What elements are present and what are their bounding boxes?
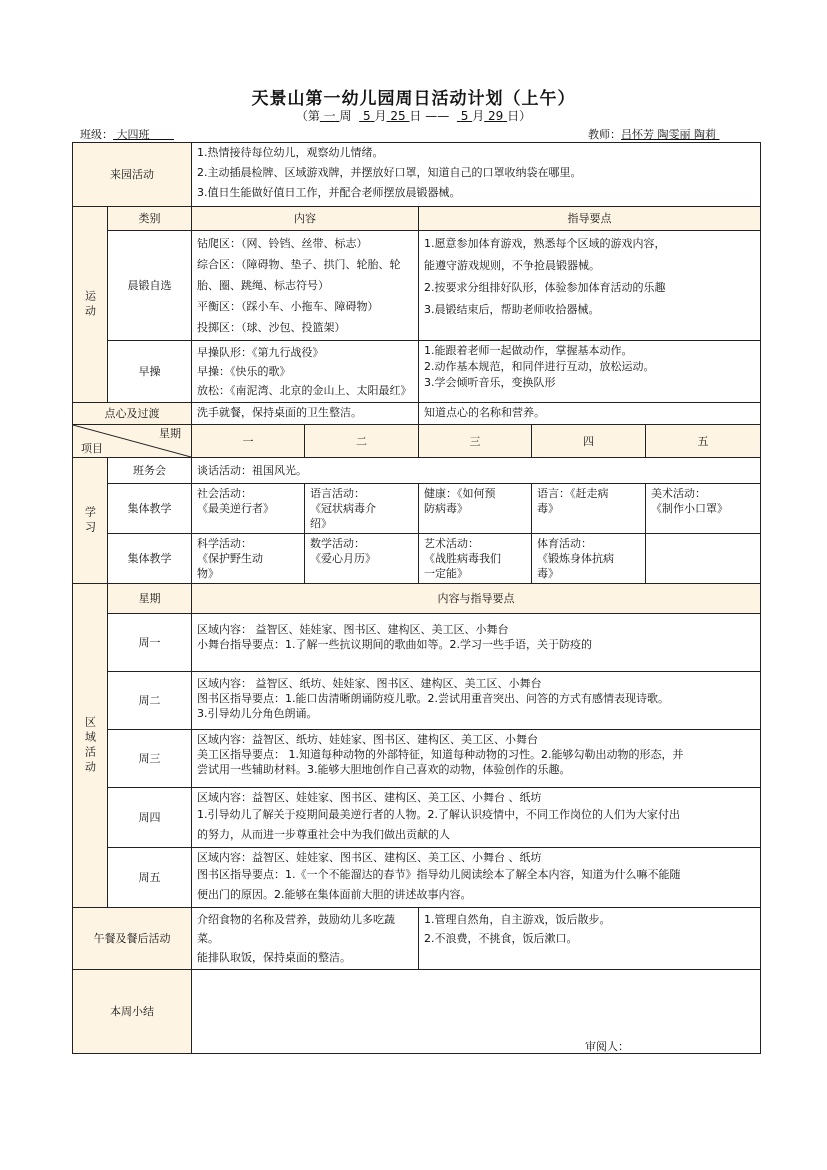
plan-table — [72, 142, 761, 1054]
area-label: 区域活动 — [73, 584, 108, 908]
area-day-fri: 周五 — [108, 848, 192, 908]
sport-header-row — [73, 207, 761, 231]
col-category: 类别 — [108, 207, 192, 231]
weekday-header-row — [73, 425, 761, 458]
snack-guide: 知道点心的名称和营养。 — [419, 403, 761, 425]
group-teaching-label: 集体教学 — [108, 484, 192, 534]
lunch-row — [73, 908, 761, 970]
lunch-guide: 1.管理自然角，自主游戏，饭后散步。 2.不浪费，不挑食，饭后漱口。 — [419, 908, 761, 970]
lesson-thu-2: 体育活动： 《锻炼身体抗病 毒》 — [532, 534, 646, 584]
snack-row — [73, 403, 761, 425]
arrival-row — [73, 143, 761, 207]
lesson-mon-2: 科学活动： 《保护野生动 物》 — [192, 534, 305, 584]
class-meeting-content: 谈话活动：祖国风光。 — [192, 458, 761, 484]
lesson-mon-1: 社会活动： 《最美逆行者》 — [192, 484, 305, 534]
area-row-tue — [73, 672, 761, 730]
exercise-content: 早操队形：《第九行战役》 早操：《快乐的歌》 放松：《南泥湾、北京的金山上、太阳最红》 — [192, 341, 419, 403]
area-row-wed — [73, 730, 761, 788]
item-axis-label: 项目 — [81, 442, 103, 455]
study-label: 学习 — [73, 458, 108, 584]
area-day-mon: 周一 — [108, 614, 192, 672]
area-row-thu — [73, 788, 761, 848]
morning-row — [73, 231, 761, 341]
weekday-thu: 四 — [532, 425, 646, 458]
page-title: 天景山第一幼儿园周日活动计划（上午） — [251, 89, 576, 109]
group-teaching-label-2: 集体教学 — [108, 534, 192, 584]
class-meeting-row — [73, 458, 761, 484]
lesson-fri-1: 美术活动： 《制作小口罩》 — [646, 484, 761, 534]
group-teaching-row-1 — [73, 484, 761, 534]
teacher-info: 教师：吕怀芳 陶雯丽 陶莉 — [588, 128, 716, 141]
area-row-fri — [73, 848, 761, 908]
weekday-tue: 二 — [305, 425, 419, 458]
exercise-row — [73, 341, 761, 403]
arrival-label: 来园活动 — [73, 143, 192, 207]
exercise-label: 早操 — [108, 341, 192, 403]
weekday-axis-label: 星期 — [159, 427, 181, 440]
reviewer-signature: 审阅人： — [585, 1038, 729, 1054]
area-content-thu: 区域内容：益智区、娃娃家、图书区、建构区、美工区、小舞台 、纸坊 1.引导幼儿了解关于疫期间最美逆行者的人物。2.了解认识疫情中，不同工作岗位的人们为大家付出 的努力，从而进一步尊重社会中为我们做出贡献的人 — [192, 788, 761, 848]
summary-label: 本周小结 — [73, 970, 192, 1054]
lesson-tue-2: 数学活动： 《爱心月历》 — [305, 534, 419, 584]
area-col-day: 星期 — [108, 584, 192, 614]
week-range: （第 一 周 5 月 25 日 —— 5 月 29 日） — [295, 109, 532, 123]
weekday-fri: 五 — [646, 425, 761, 458]
diagonal-header — [73, 425, 192, 458]
lesson-tue-1: 语言活动： 《冠状病毒介 绍》 — [305, 484, 419, 534]
col-content: 内容 — [192, 207, 419, 231]
class-meeting-label: 班务会 — [108, 458, 192, 484]
class-info: 班级： 大四班 — [80, 128, 150, 141]
area-day-wed: 周三 — [108, 730, 192, 788]
snack-label: 点心及过渡 — [73, 403, 192, 425]
reviewer-line — [635, 1041, 729, 1054]
area-day-tue: 周二 — [108, 672, 192, 730]
area-content-tue: 区域内容： 益智区、纸坊、娃娃家、图书区、建构区、美工区、小舞台 图书区指导要点：1.能口齿清晰朗诵防疫儿歌。2.尝试用重音突出、问答的方式有感情表现诗歌。 3.引导幼儿分角色朗诵。 — [192, 672, 761, 730]
weekday-wed: 三 — [419, 425, 532, 458]
area-content-mon: 区域内容： 益智区、娃娃家、图书区、建构区、美工区、小舞台 小舞台指导要点：1.了解一些抗议期间的歌曲如等。2.学习一些手语，关于防疫的 — [192, 614, 761, 672]
lunch-label: 午餐及餐后活动 — [73, 908, 192, 970]
area-row-mon — [73, 614, 761, 672]
morning-label: 晨锻自选 — [108, 231, 192, 341]
area-col-content: 内容与指导要点 — [192, 584, 761, 614]
area-header-row — [73, 584, 761, 614]
lesson-wed-2: 艺术活动： 《战胜病毒我们 一定能》 — [419, 534, 532, 584]
morning-guide: 1.愿意参加体育游戏，熟悉每个区域的游戏内容， 能遵守游戏规则，不争抢晨锻器械。 2.按要求分组排好队形，体验参加体育活动的乐趣 3.晨锻结束后，帮助老师收拾器械。 — [419, 231, 761, 341]
arrival-content: 1.热情接待每位幼儿，观察幼儿情绪。 2.主动插晨检牌、区域游戏牌，并摆放好口罩，知道自己的口罩收纳袋在哪里。 3.值日生能做好值日工作，并配合老师摆放晨锻器械。 — [192, 143, 761, 207]
area-day-thu: 周四 — [108, 788, 192, 848]
group-teaching-row-2 — [73, 534, 761, 584]
snack-content: 洗手就餐，保持桌面的卫生整洁。 — [192, 403, 419, 425]
area-content-wed: 区域内容：益智区、纸坊、娃娃家、图书区、建构区、美工区、小舞台 美工区指导要点： 1.知道每种动物的外部特征，知道每种动物的习性。2.能够勾勒出动物的形态，并 尝试用一些辅助材料。3.能够大胆地创作自己喜欢的动物，体验创作的乐趣。 — [192, 730, 761, 788]
morning-content: 钻爬区：（网、铃铛、丝带、标志） 综合区：（障碍物、垫子、拱门、轮胎、轮 胎、圈、跳绳、标志符号） 平衡区：（踩小车、小拖车、障碍物） 投掷区：（球、沙包、投篮架） — [192, 231, 419, 341]
col-guide: 指导要点 — [419, 207, 761, 231]
lunch-content: 介绍食物的名称及营养，鼓励幼儿多吃蔬菜。 能排队取饭，保持桌面的整洁。 — [192, 908, 419, 970]
exercise-guide: 1.能跟着老师一起做动作，掌握基本动作。 2.动作基本规范，和同伴进行互动，放松运动。 3.学会倾听音乐，变换队形 — [419, 341, 761, 403]
area-content-fri: 区域内容：益智区、娃娃家、图书区、建构区、美工区、小舞台 、纸坊 图书区指导要点：1.《一个不能溜达的春节》指导幼儿阅读绘本了解全本内容，知道为什么嘛不能随 便出门的原因。2.能够在集体面前大胆的讲述故事内容。 — [192, 848, 761, 908]
lesson-thu-1: 语言：《赶走病 毒》 — [532, 484, 646, 534]
lesson-fri-2 — [646, 534, 761, 584]
lesson-wed-1: 健康：《如何预 防病毒》 — [419, 484, 532, 534]
sport-label: 运动 — [73, 207, 108, 403]
weekday-mon: 一 — [192, 425, 305, 458]
